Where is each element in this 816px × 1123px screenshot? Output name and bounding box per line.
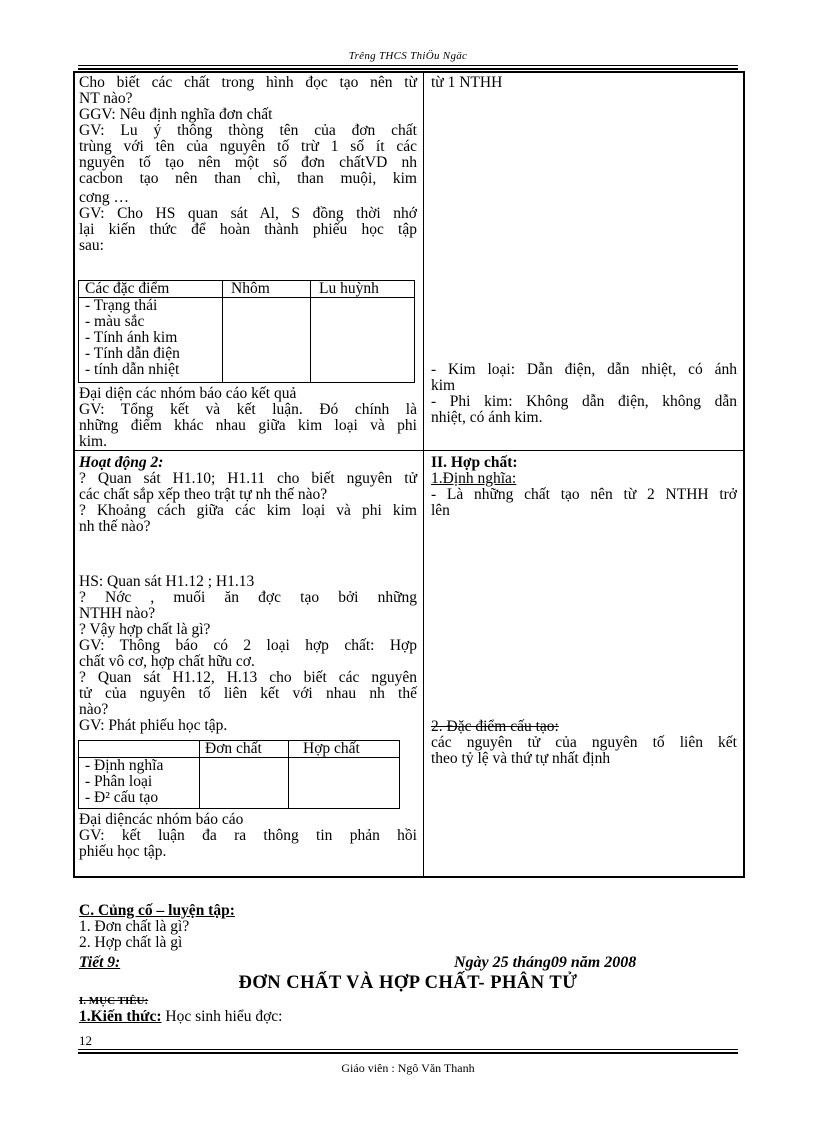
- row2-line: NTHH nào?: [79, 605, 156, 622]
- row2-line: nh thế nào?: [79, 518, 151, 535]
- column-divider: [423, 71, 424, 878]
- row1-line: GV: Cho HS quan sát Al, S đồng thời nhớ: [79, 205, 417, 222]
- table2-header: Đơn chất: [200, 741, 289, 758]
- table2-criterion: - Định nghĩa: [85, 757, 164, 774]
- structure-line: các nguyên tử của nguyên tố liên kết: [431, 734, 737, 751]
- row1-line: GGV: Nêu định nghĩa đơn chất: [79, 106, 273, 123]
- footer-rule-bottom: [78, 1052, 738, 1054]
- school-header: Trêng THCS ThiÖu Ngäc: [348, 50, 468, 62]
- row2-left-after: [79, 812, 417, 860]
- table1-criteria: [79, 298, 223, 383]
- row1-line: những điểm khác nhau giữa kim loại và phi: [79, 417, 417, 434]
- table1-header: Lu huỳnh: [311, 281, 415, 298]
- row1-line: GV: Lu ý thông thòng tên của đơn chất: [79, 122, 417, 139]
- row2-right-structure: [431, 719, 737, 767]
- row-divider: [73, 450, 745, 451]
- row1-line: Đại diện các nhóm báo cáo kết quả: [79, 385, 297, 402]
- row2-line: các chất sắp xếp theo trật tự nh thế nào?: [79, 486, 328, 503]
- review-item: 2. Hợp chất là gì: [79, 934, 183, 951]
- table2-header: [79, 741, 200, 758]
- compound-title: II. Hợp chất:: [431, 454, 518, 471]
- knowledge-line: [79, 1009, 282, 1025]
- row1-right: [431, 362, 737, 426]
- teacher-footer: Giáo viên : Ngô Văn Thanh: [341, 1061, 475, 1075]
- row1-left: [79, 75, 417, 254]
- row1-line: GV: Tổng kết và kết luận. Đó chính là: [79, 401, 417, 418]
- row1-line: sau:: [79, 237, 104, 254]
- review-title: C. Củng cố – luyện tập:: [79, 902, 235, 919]
- table1-cell: [311, 298, 415, 383]
- row1-line: NT nào?: [79, 90, 133, 107]
- definition-line: lên: [431, 502, 450, 519]
- table1-header: Các đặc điểm: [79, 281, 223, 298]
- row1-right-top: từ 1 NTHH: [431, 74, 503, 91]
- table2-criteria: [79, 758, 200, 809]
- row2-line: chất vô cơ, hợp chất hữu cơ.: [79, 653, 255, 670]
- row1-line: cơng …: [79, 189, 129, 206]
- header-rule-bottom: [78, 68, 738, 70]
- row2-right: [431, 455, 737, 519]
- lesson-number: Tiết 9:: [79, 954, 121, 971]
- row1-right-line: kim: [431, 377, 456, 394]
- lesson-heading: ĐƠN CHẤT VÀ HỢP CHẤT- PHÂN TỬ: [238, 973, 578, 993]
- table1-criterion: - Trạng thái: [85, 297, 158, 314]
- table2-cell: [289, 758, 400, 809]
- activity-title: Hoạt động 2:: [79, 454, 164, 471]
- page-number: 12: [79, 1033, 92, 1048]
- structure-title: 2. Đặc điểm cấu tạo:: [431, 718, 559, 735]
- row2-line: GV: Thông báo có 2 loại hợp chất: Hợp: [79, 637, 417, 654]
- table1-criterion: - Tính ánh kim: [85, 329, 178, 346]
- structure-line: theo tỷ lệ và thứ tự nhất định: [431, 750, 611, 767]
- header-rule-top: [78, 65, 738, 66]
- definition-title: 1.Định nghĩa:: [431, 470, 517, 487]
- row2-left-b: [79, 574, 417, 734]
- row2-line: Đại diệncác nhóm báo cáo: [79, 811, 244, 828]
- row1-line: lại kiến thức để hoàn thành phiếu học tập: [79, 221, 417, 238]
- row2-line: GV: kết luận đa ra thông tin phản hồi: [79, 827, 417, 844]
- row2-line: ? Quan sát H1.12, H.13 cho biết các nguyên: [79, 669, 417, 686]
- table1-criterion: - Tính dẫn điện: [85, 345, 180, 362]
- table2-header: Hợp chất: [289, 741, 400, 758]
- definition-line: - Là những chất tạo nên từ 2 NTHH trở: [431, 486, 737, 503]
- properties-table: [78, 280, 415, 383]
- row1-line: Cho biết các chất trong hình đọc tạo nên từ: [79, 74, 417, 91]
- row2-line: phiếu học tập.: [79, 843, 167, 860]
- table2-criterion: - Phân loại: [85, 773, 153, 790]
- review-section: [79, 903, 235, 951]
- review-item: 1. Đơn chất là gì?: [79, 918, 190, 935]
- table2-cell: [200, 758, 289, 809]
- row1-line: kim.: [79, 433, 107, 450]
- table1-header: Nhôm: [223, 281, 311, 298]
- row1-line: nguyên tố tạo nên một số đơn chấtVD nh: [79, 154, 417, 171]
- row2-left: [79, 455, 417, 535]
- footer-rule-top: [78, 1049, 738, 1050]
- knowledge-label: 1.Kiến thức:: [79, 1008, 162, 1025]
- row2-line: HS: Quan sát H1.12 ; H1.13: [79, 573, 255, 590]
- row1-right-line: nhiệt, có ánh kim.: [431, 409, 543, 426]
- compound-table: [78, 740, 400, 809]
- row2-line: ? Khoảng cách giữa các kim loại và phi kim: [79, 502, 417, 519]
- row2-line: GV: Phát phiếu học tập.: [79, 717, 228, 734]
- objectives-heading: I. MỤC TIÊU:: [79, 995, 149, 1007]
- table1-criterion: - tính dẫn nhiệt: [85, 361, 180, 378]
- table1-cell: [223, 298, 311, 383]
- lesson-date: Ngày 25 tháng09 năm 2008: [454, 954, 637, 971]
- row2-line: ? Quan sát H1.10; H1.11 cho biết nguyên tử: [79, 470, 417, 487]
- row2-line: ? Vậy hợp chất là gì?: [79, 621, 211, 638]
- row1-right-line: - Kim loại: Dẫn điện, dẫn nhiệt, có ánh: [431, 361, 737, 378]
- table2-criterion: - Đ² cấu tạo: [85, 789, 159, 806]
- row1-left-after: [79, 386, 417, 450]
- row1-line: trùng với tên của nguyên tố trừ 1 số ít các: [79, 138, 417, 155]
- row1-right-line: - Phi kim: Không dẫn điện, không dẫn: [431, 393, 737, 410]
- knowledge-text: Học sinh hiểu đợc:: [161, 1008, 283, 1025]
- row1-line: cacbon tạo nên than chì, than muội, kim: [79, 170, 417, 187]
- table1-criterion: - màu sắc: [85, 313, 145, 330]
- row2-line: ? Nớc , muối ăn đợc tạo bởi những: [79, 589, 417, 606]
- row2-line: nào?: [79, 701, 109, 718]
- row2-line: tử của nguyên tố liên kết với nhau nh thế: [79, 685, 417, 702]
